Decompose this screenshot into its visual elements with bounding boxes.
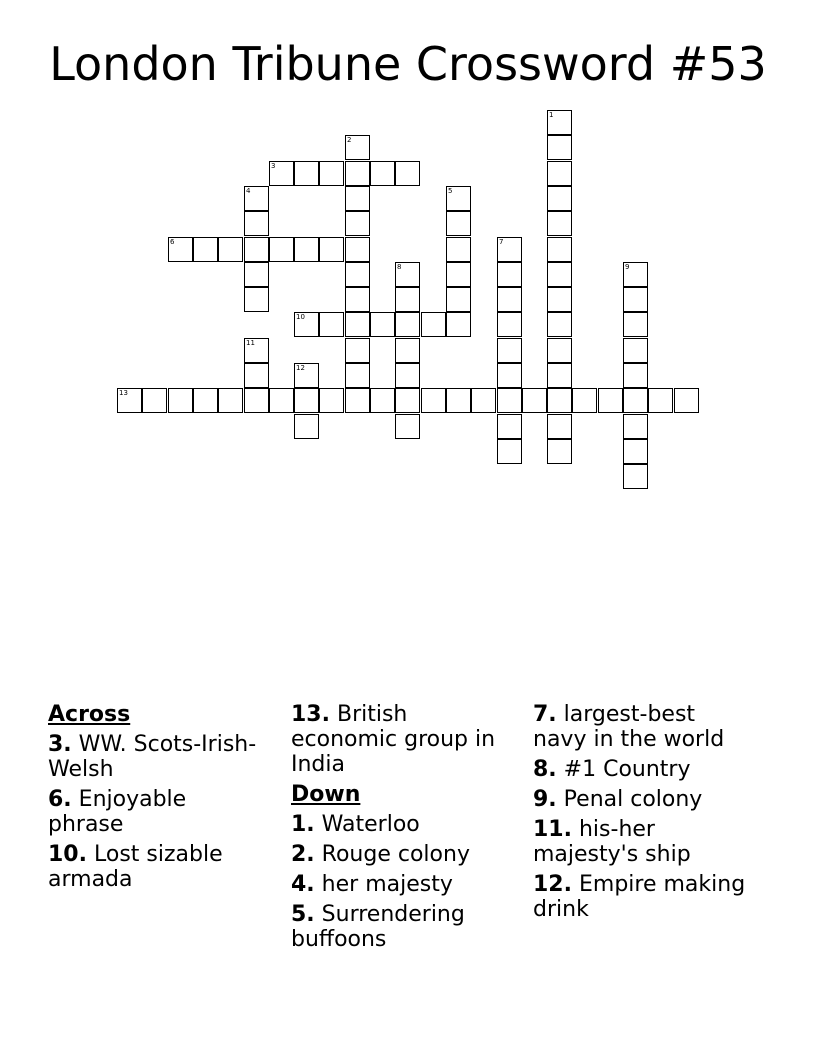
clue-column-1 [48, 702, 263, 897]
grid-cell[interactable] [244, 287, 269, 312]
grid-cell[interactable] [623, 388, 648, 413]
clue-down-2 [291, 842, 506, 867]
grid-cell[interactable] [446, 237, 471, 262]
grid-cell[interactable] [370, 388, 395, 413]
grid-cell[interactable] [623, 312, 648, 337]
clue-text: largest-best navy in the world [533, 702, 725, 752]
grid-cell[interactable] [319, 388, 344, 413]
cell-number: 5 [448, 187, 453, 195]
grid-cell[interactable] [547, 186, 572, 211]
grid-cell[interactable] [547, 363, 572, 388]
grid-cell[interactable] [623, 439, 648, 464]
grid-cell[interactable] [244, 363, 269, 388]
cell-number: 6 [170, 238, 175, 246]
grid-cell[interactable] [547, 388, 572, 413]
grid-cell[interactable] [395, 338, 420, 363]
grid-cell[interactable] [142, 388, 167, 413]
clue-text: WW. Scots-Irish-Welsh [48, 732, 257, 782]
grid-cell[interactable] [497, 388, 522, 413]
grid-cell[interactable] [244, 338, 269, 363]
down-heading: Down [291, 782, 361, 807]
grid-cell[interactable] [294, 161, 319, 186]
grid-cell[interactable] [547, 312, 572, 337]
clue-text: her majesty [321, 872, 453, 897]
grid-cell[interactable] [446, 287, 471, 312]
grid-cell[interactable] [395, 363, 420, 388]
clue-number: 9. [533, 787, 557, 812]
clue-text: Enjoyable phrase [48, 787, 187, 837]
grid-cell[interactable] [446, 312, 471, 337]
clue-text: Lost sizable armada [48, 842, 223, 892]
grid-cell[interactable] [446, 186, 471, 211]
grid-cell[interactable] [623, 464, 648, 489]
grid-cell[interactable] [345, 237, 370, 262]
clue-down-9 [533, 787, 748, 812]
grid-cell[interactable] [319, 312, 344, 337]
grid-cell[interactable] [497, 287, 522, 312]
grid-cell[interactable] [345, 338, 370, 363]
clue-number: 10. [48, 842, 87, 867]
across-heading: Across [48, 702, 131, 727]
cell-number: 13 [119, 389, 128, 397]
cell-number: 12 [296, 364, 305, 372]
clue-down-11 [533, 817, 748, 867]
grid-cell[interactable] [345, 161, 370, 186]
grid-cell[interactable] [623, 363, 648, 388]
grid-cell[interactable] [497, 237, 522, 262]
grid-cell[interactable] [345, 262, 370, 287]
grid-cell[interactable] [623, 287, 648, 312]
grid-cell[interactable] [244, 186, 269, 211]
clue-number: 13. [291, 702, 330, 727]
clue-number: 6. [48, 787, 72, 812]
grid-cell[interactable] [395, 312, 420, 337]
clue-text: his-her majesty's ship [533, 817, 691, 867]
grid-cell[interactable] [674, 388, 699, 413]
grid-cell[interactable] [370, 312, 395, 337]
grid-cell[interactable] [623, 338, 648, 363]
grid-cell[interactable] [547, 338, 572, 363]
page-title: London Tribune Crossword #53 [49, 37, 767, 91]
grid-cell[interactable] [497, 439, 522, 464]
clue-down-7 [533, 702, 748, 752]
grid-cell[interactable] [294, 237, 319, 262]
grid-cell[interactable] [244, 262, 269, 287]
grid-cell[interactable] [193, 388, 218, 413]
grid-cell[interactable] [446, 388, 471, 413]
clue-text: Empire making drink [533, 872, 746, 922]
clue-number: 7. [533, 702, 557, 727]
grid-cell[interactable] [547, 439, 572, 464]
clue-number: 2. [291, 842, 315, 867]
grid-cell[interactable] [421, 312, 446, 337]
clue-across-6 [48, 787, 263, 837]
grid-cell[interactable] [319, 161, 344, 186]
clue-across-10 [48, 842, 263, 892]
grid-cell[interactable] [269, 388, 294, 413]
grid-cell[interactable] [395, 414, 420, 439]
grid-cell[interactable] [547, 161, 572, 186]
grid-cell[interactable] [547, 135, 572, 160]
grid-cell[interactable] [345, 312, 370, 337]
grid-cell[interactable] [648, 388, 673, 413]
grid-cell[interactable] [395, 262, 420, 287]
grid-cell[interactable] [547, 110, 572, 135]
clue-text: Surrendering buffoons [291, 902, 465, 952]
clue-text: Waterloo [321, 812, 420, 837]
clue-text: British economic group in India [291, 702, 496, 777]
grid-cell[interactable] [395, 287, 420, 312]
grid-cell[interactable] [168, 237, 193, 262]
grid-cell[interactable] [244, 388, 269, 413]
grid-cell[interactable] [345, 211, 370, 236]
cell-number: 7 [499, 238, 504, 246]
grid-cell[interactable] [294, 414, 319, 439]
grid-cell[interactable] [547, 414, 572, 439]
grid-cell[interactable] [547, 211, 572, 236]
grid-cell[interactable] [572, 388, 597, 413]
clue-text: Rouge colony [321, 842, 470, 867]
clue-down-1 [291, 812, 506, 837]
grid-cell[interactable] [547, 262, 572, 287]
grid-cell[interactable] [446, 262, 471, 287]
grid-cell[interactable] [547, 237, 572, 262]
cell-number: 1 [549, 111, 554, 119]
clue-number: 12. [533, 872, 572, 897]
clue-across-13 [291, 702, 506, 777]
clue-number: 4. [291, 872, 315, 897]
clue-text: #1 Country [563, 757, 691, 782]
clue-column-3 [533, 702, 748, 927]
clue-text: Penal colony [563, 787, 703, 812]
grid-cell[interactable] [319, 237, 344, 262]
grid-cell[interactable] [497, 262, 522, 287]
grid-cell[interactable] [623, 414, 648, 439]
grid-cell[interactable] [218, 237, 243, 262]
grid-cell[interactable] [598, 388, 623, 413]
grid-cell[interactable] [446, 211, 471, 236]
grid-cell[interactable] [269, 161, 294, 186]
grid-cell[interactable] [168, 388, 193, 413]
grid-cell[interactable] [497, 414, 522, 439]
grid-cell[interactable] [345, 363, 370, 388]
clue-column-2 [291, 702, 506, 957]
clue-across-3 [48, 732, 263, 782]
cell-number: 2 [347, 136, 352, 144]
grid-cell[interactable] [269, 237, 294, 262]
clue-down-5 [291, 902, 506, 952]
cell-number: 11 [246, 339, 255, 347]
clue-number: 8. [533, 757, 557, 782]
cell-number: 10 [296, 313, 305, 321]
grid-cell[interactable] [497, 338, 522, 363]
clue-number: 11. [533, 817, 572, 842]
grid-cell[interactable] [497, 312, 522, 337]
grid-cell[interactable] [345, 287, 370, 312]
grid-cell[interactable] [421, 388, 446, 413]
grid-cell[interactable] [193, 237, 218, 262]
grid-cell[interactable] [395, 388, 420, 413]
grid-cell[interactable] [345, 186, 370, 211]
clue-number: 3. [48, 732, 72, 757]
cell-number: 4 [246, 187, 251, 195]
grid-cell[interactable] [471, 388, 496, 413]
grid-cell[interactable] [218, 388, 243, 413]
grid-cell[interactable] [244, 211, 269, 236]
cell-number: 8 [397, 263, 402, 271]
grid-cell[interactable] [547, 287, 572, 312]
clue-down-12 [533, 872, 748, 922]
grid-cell[interactable] [522, 388, 547, 413]
grid-cell[interactable] [370, 161, 395, 186]
grid-cell[interactable] [345, 388, 370, 413]
clue-number: 5. [291, 902, 315, 927]
grid-cell[interactable] [294, 363, 319, 388]
grid-cell[interactable] [294, 312, 319, 337]
cell-number: 9 [625, 263, 630, 271]
grid-cell[interactable] [345, 135, 370, 160]
cell-number: 3 [271, 162, 276, 170]
grid-cell[interactable] [395, 161, 420, 186]
clue-down-4 [291, 872, 506, 897]
clue-number: 1. [291, 812, 315, 837]
grid-cell[interactable] [497, 363, 522, 388]
grid-cell[interactable] [244, 237, 269, 262]
grid-cell[interactable] [623, 262, 648, 287]
grid-cell[interactable] [294, 388, 319, 413]
grid-cell[interactable] [117, 388, 142, 413]
clue-down-8 [533, 757, 748, 782]
